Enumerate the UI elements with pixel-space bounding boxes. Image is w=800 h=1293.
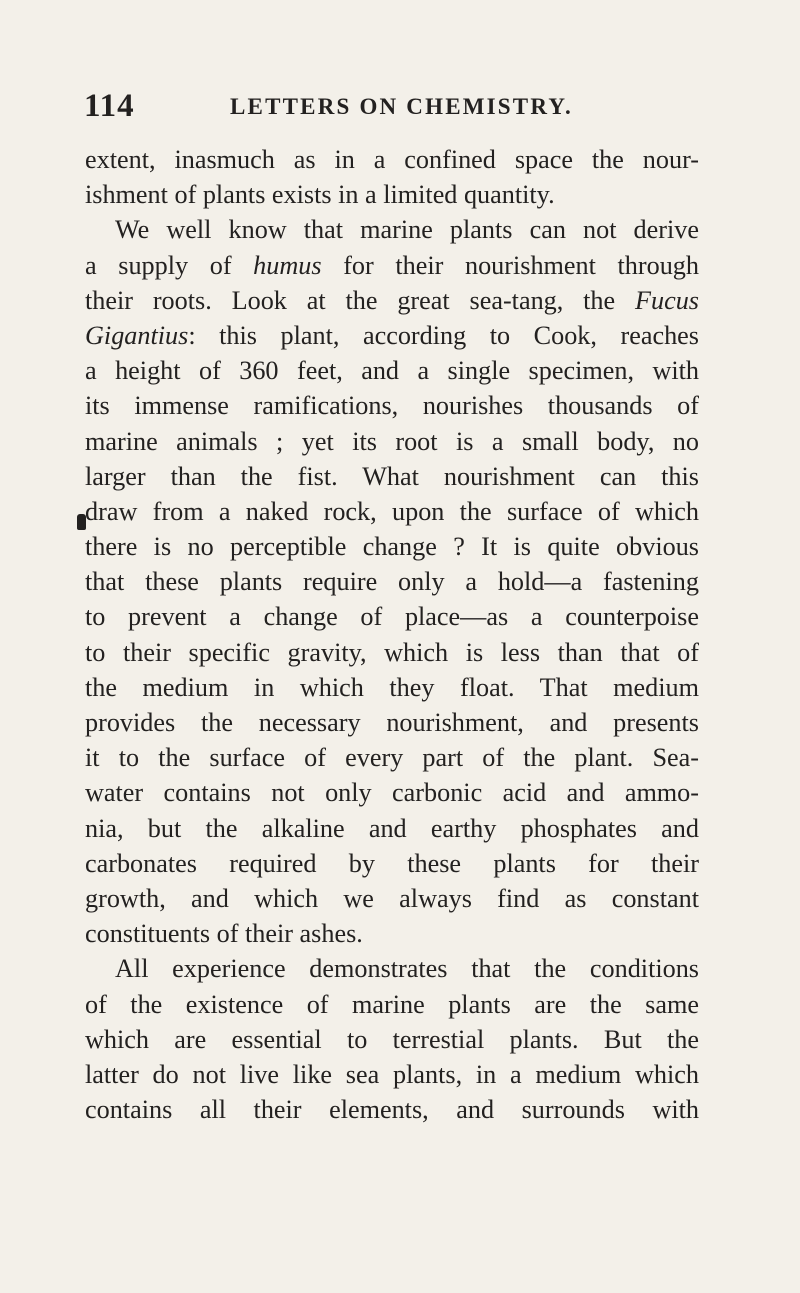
text-line: contains all their elements, and surrounds with	[85, 1095, 699, 1125]
text-line: latter do not live like sea plants, in a medium which	[85, 1059, 699, 1089]
page-header	[84, 88, 744, 132]
text-line: a height of 360 feet, and a single specimen, with	[85, 356, 699, 386]
text-line: water contains not only carbonic acid and ammo-	[85, 778, 699, 808]
text-line: nia, but the alkaline and earthy phosphates and	[85, 813, 699, 843]
text-line: growth, and which we always find as constant	[85, 883, 699, 913]
body-text	[85, 142, 699, 1127]
text-line: to prevent a change of place—as a counterpoise	[85, 602, 699, 632]
text-line: draw from a naked rock, upon the surface of which	[85, 496, 699, 526]
page-number: 114	[84, 88, 135, 124]
text-line: its immense ramifications, nourishes thousands of	[85, 391, 699, 421]
text-line: of the existence of marine plants are the same	[85, 989, 699, 1019]
text-line: a supply of humus for their nourishment through	[85, 250, 699, 280]
text-line: All experience demonstrates that the conditions	[115, 954, 699, 984]
text-line: carbonates required by these plants for their	[85, 848, 699, 878]
running-head: LETTERS ON CHEMISTRY.	[230, 94, 573, 119]
text-line: marine animals ; yet its root is a small body, no	[85, 426, 699, 456]
text-line: which are essential to terrestial plants. But the	[85, 1024, 699, 1054]
text-line: it to the surface of every part of the plant. Sea-	[85, 743, 699, 773]
text-line: their roots. Look at the great sea-tang, the Fucus	[85, 285, 699, 315]
text-line: the medium in which they float. That medium	[85, 672, 699, 702]
text-line: extent, inasmuch as in a confined space the nour-	[85, 145, 699, 174]
text-line: constituents of their ashes.	[85, 919, 363, 949]
text-line: ishment of plants exists in a limited quantity.	[85, 180, 555, 210]
text-line: there is no perceptible change ? It is quite obvious	[85, 532, 699, 562]
text-line: Gigantius: this plant, according to Cook, reaches	[85, 320, 699, 350]
text-line: that these plants require only a hold—a fastening	[85, 567, 699, 597]
text-line: provides the necessary nourishment, and presents	[85, 708, 699, 737]
text-line: larger than the fist. What nourishment can this	[85, 461, 699, 491]
text-line: We well know that marine plants can not derive	[115, 215, 699, 245]
text-line: to their specific gravity, which is less than that of	[85, 637, 699, 667]
